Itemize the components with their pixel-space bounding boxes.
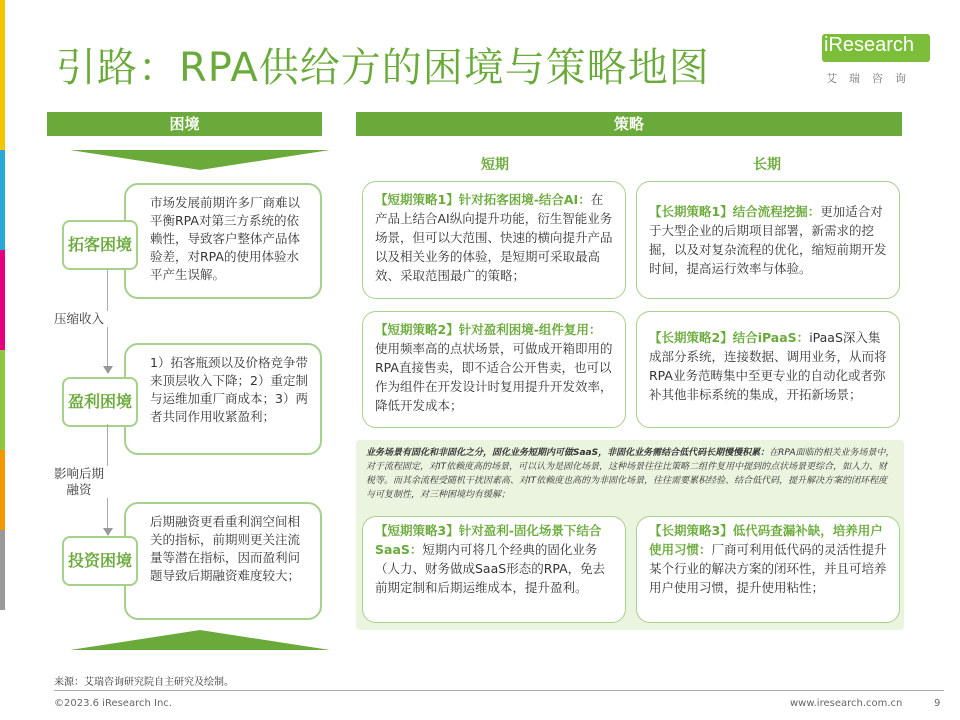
website-link[interactable]: www.iresearch.com.cn bbox=[790, 698, 903, 709]
source-note: 来源：艾瑞咨询研究院自主研究及绘制。 bbox=[54, 677, 234, 688]
short-term-header: 短期 bbox=[481, 157, 509, 173]
page-title: 引路：RPA供给方的困境与策略地图 bbox=[56, 45, 710, 91]
long-term-header: 长期 bbox=[753, 157, 781, 173]
long-strategy-2-heading: 【长期策略2】结合iPaaS： bbox=[649, 330, 810, 345]
short-strategy-1-body: 在产品上结合AI纵向提升功能，衍生智能业务场景，但可以大范围、快速的横向提升产品以及相关业务的体验，是短期可采取最高效、采取范围最广的策略； bbox=[375, 192, 613, 283]
dilemma-label-profit: 盈利困境 bbox=[62, 377, 138, 427]
long-strategy-1-body: 更加适合对于大型企业的后期项目部署，新需求的挖掘，以及对复杂流程的优化，缩短前期开发时间，提高运行效率与体验。 bbox=[649, 204, 887, 276]
side-stripe-pink bbox=[0, 250, 5, 350]
short-strategy-3-heading: 【短期策略3】针对盈利-固化场景下结合SaaS： bbox=[375, 523, 602, 557]
dilemma-desc-investment: 后期融资更看重利润空间相关的指标，前期则更关注流量等潜在指标，因而盈利问题导致后期融资难度较大； bbox=[124, 502, 322, 620]
dilemma-desc-acquisition: 市场发展前期许多厂商难以平衡RPA对第三方系统的依赖性，导致客户整体产品体验差，对RPA的使用体验水平产生误解。 bbox=[124, 183, 322, 299]
side-stripe-blue bbox=[0, 150, 5, 250]
side-stripe-gray bbox=[0, 530, 5, 610]
arrow-label-compress-revenue: 压缩收入 bbox=[50, 311, 108, 327]
long-strategy-1-heading: 【长期策略1】结合流程挖掘： bbox=[649, 204, 821, 219]
short-strategy-3 bbox=[362, 516, 626, 623]
long-strategy-2 bbox=[636, 311, 900, 428]
arrow-down-icon bbox=[103, 528, 113, 536]
short-strategy-2 bbox=[362, 311, 626, 428]
dilemma-desc-profit: 1）拓客瓶颈以及价格竞争带来顶层收入下降；2）重定制与运维加重厂商成本；3）两者共同作用收紧盈利； bbox=[124, 343, 322, 455]
fixed-scenario-note bbox=[366, 446, 896, 502]
short-strategy-2-heading: 【短期策略2】针对盈利困境-组件复用： bbox=[375, 322, 602, 337]
arrow-label-affect-financing: 影响后期融资 bbox=[50, 466, 108, 498]
dilemma-header: 困境 bbox=[47, 112, 322, 136]
short-strategy-2-body: 使用频率高的点状场景，可做成开箱即用的RPA直接售卖，即不适合公开售卖，也可以作为组件在开发设计时复用提升开发效率，降低开发成本； bbox=[375, 341, 613, 413]
page-number: 9 bbox=[934, 698, 941, 709]
short-strategy-1-heading: 【短期策略1】针对拓客困境-结合AI： bbox=[375, 192, 591, 207]
copyright: ©2023.6 iResearch Inc. bbox=[54, 698, 172, 709]
dilemma-label-investment: 投资困境 bbox=[62, 536, 138, 586]
short-strategy-1 bbox=[362, 181, 626, 299]
long-strategy-3-body: 厂商可利用低代码的灵活性提升某个行业的解决方案的闭环性，并且可培养用户使用习惯，提升使用粘性； bbox=[649, 542, 887, 595]
short-strategy-3-body: 短期内可将几个经典的固化业务（人力、财务做成SaaS形态的RPA，免去前期定制和后期运维成本，提升盈利。 bbox=[375, 542, 606, 595]
up-triangle bbox=[70, 630, 330, 650]
down-triangle bbox=[70, 150, 330, 170]
dilemma-label-acquisition: 拓客困境 bbox=[62, 220, 138, 270]
note-bold: 业务场景有固化和非固化之分，固化业务短期内可做SaaS，非固化业务需结合低代码长期慢慢积累： bbox=[366, 448, 770, 458]
side-stripe-orange bbox=[0, 450, 5, 530]
side-stripe-yellow bbox=[0, 0, 5, 150]
footer-divider bbox=[54, 690, 944, 691]
arrow-down-icon bbox=[103, 366, 113, 374]
note-rest: 在RPA面临的相关业务场景中，对于流程固定，对IT依赖度高的场景，可以认为是固化场景，这种场景往往比策略二组件复用中提到的点状场景更综合，如人力、财税等。而其余流程受随机干扰因素高、对IT依赖度也高的为非固化场景，往往需要累积经验、结合低代码，提升解决方案的闭环程度与可复制性，对三种困境均有缓解； bbox=[366, 448, 895, 500]
long-strategy-1 bbox=[636, 181, 900, 299]
long-strategy-3-heading: 【长期策略3】低代码查漏补缺，培养用户使用习惯： bbox=[649, 523, 883, 557]
long-strategy-3 bbox=[636, 516, 900, 623]
logo: iResearch bbox=[824, 34, 915, 56]
long-strategy-2-body: iPaaS深入集成部分系统，连接数据、调用业务，从而将RPA业务范畴集中至更专业的自动化或者弥补其他非标系统的集成，开拓新场景； bbox=[649, 330, 887, 402]
side-stripe-green bbox=[0, 350, 5, 450]
logo-subtitle: 艾瑞咨询 bbox=[826, 72, 918, 85]
strategy-header: 策略 bbox=[356, 112, 902, 136]
